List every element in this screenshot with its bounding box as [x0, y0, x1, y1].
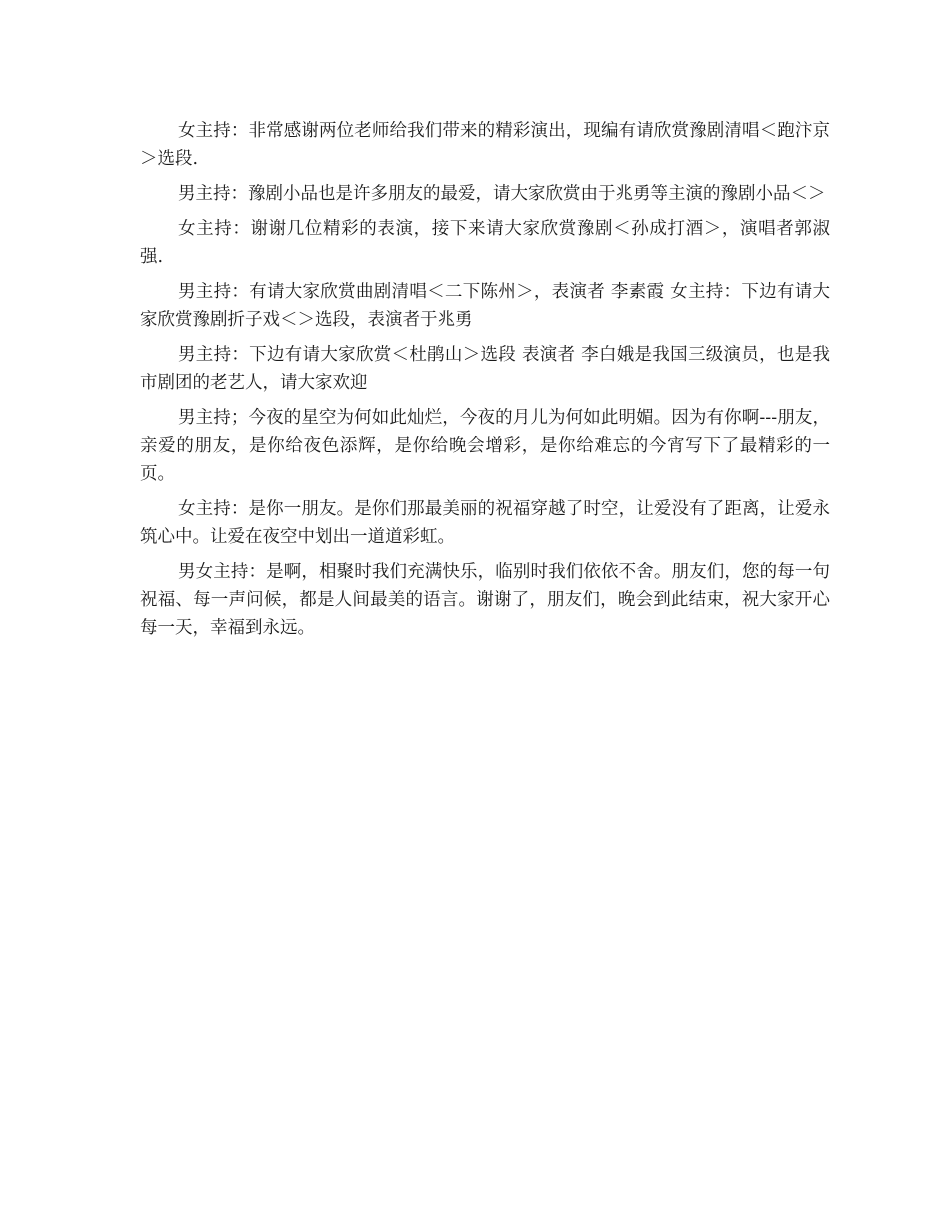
paragraph-7: 女主持：是你一朋友。是你们那最美丽的祝福穿越了时空，让爱没有了距离，让爱永筑心中。让爱在夜空中划出一道道彩虹。 [140, 499, 830, 547]
paragraph-5: 男主持：下边有请大家欣赏＜杜鹃山＞选段 表演者 李白娥是我国三级演员，也是我市剧团的老艺人，请大家欢迎 [140, 345, 830, 393]
paragraph-8: 男女主持：是啊，相聚时我们充满快乐，临别时我们依依不舍。朋友们，您的每一句祝福、每一声问候，都是人间最美的语言。谢谢了，朋友们，晚会到此结束，祝大家开心每一天，幸福到永远。 [140, 562, 830, 638]
paragraph-3: 女主持：谢谢几位精彩的表演，接下来请大家欣赏豫剧＜孙成打酒＞，演唱者郭淑强. [140, 219, 830, 267]
document-body [140, 117, 830, 649]
paragraph-4: 男主持：有请大家欣赏曲剧清唱＜二下陈州＞，表演者 李素霞 女主持：下边有请大家欣赏豫剧折子戏＜＞选段，表演者于兆勇 [140, 282, 830, 330]
paragraph-1: 女主持：非常感谢两位老师给我们带来的精彩演出，现编有请欣赏豫剧清唱＜跑汴京＞选段. [140, 121, 830, 169]
paragraph-6: 男主持；今夜的星空为何如此灿烂，今夜的月儿为何如此明媚。因为有你啊---朋友，亲爱的朋友，是你给夜色添辉，是你给晚会增彩，是你给难忘的今宵写下了最精彩的一页。 [140, 408, 830, 484]
paragraph-2: 男主持：豫剧小品也是许多朋友的最爱，请大家欣赏由于兆勇等主演的豫剧小品＜＞ [178, 184, 826, 204]
